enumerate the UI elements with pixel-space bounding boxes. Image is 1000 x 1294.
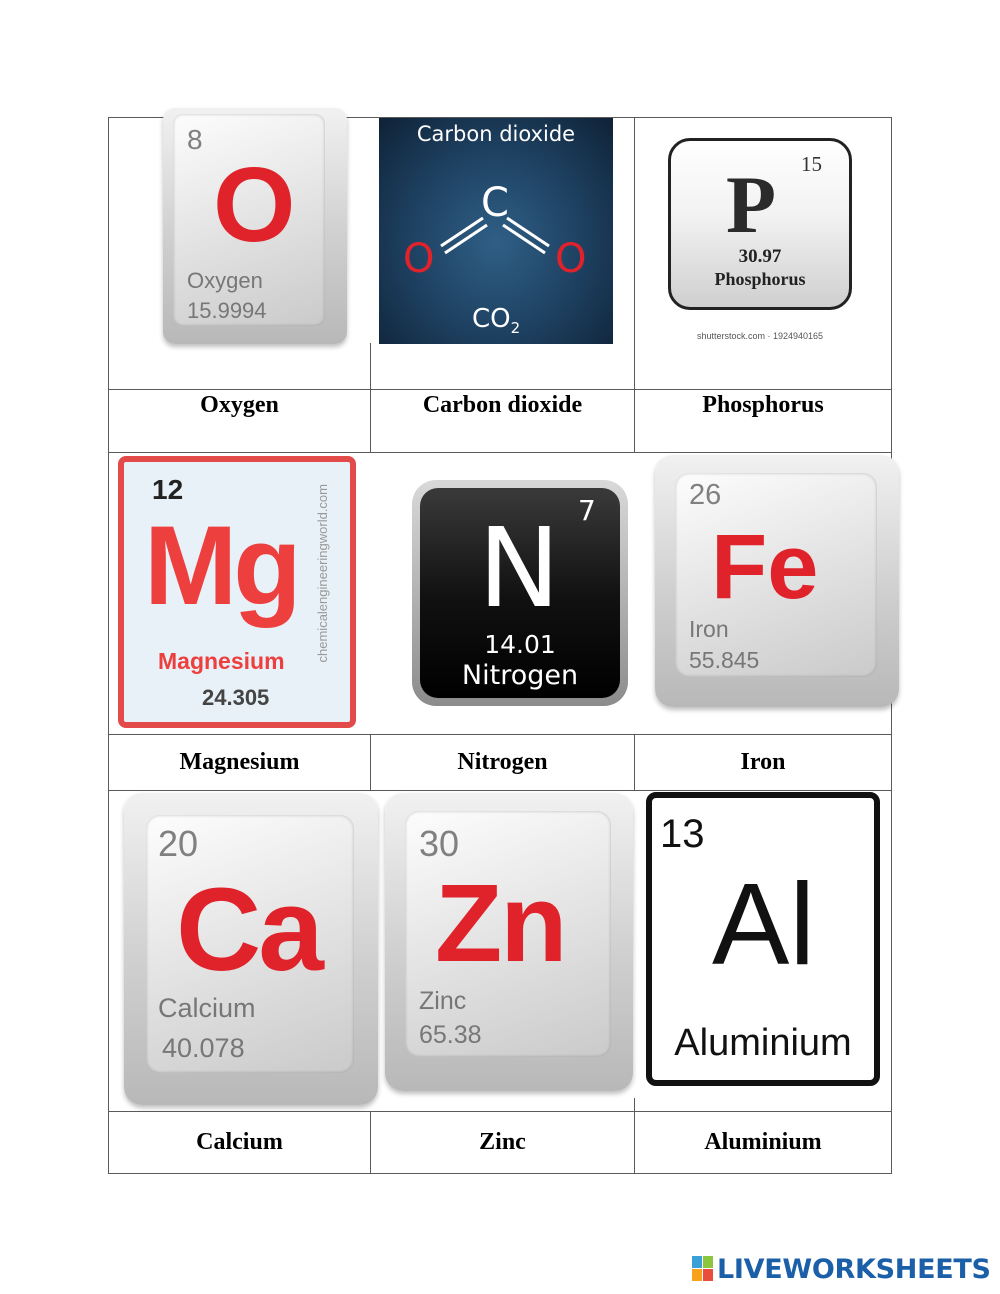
iron-tile (655, 455, 899, 707)
phosphorus-tile (668, 138, 852, 310)
label-aluminium: Aluminium (704, 1129, 822, 1155)
atomic-mass: 24.305 (202, 685, 270, 710)
nitrogen-tile (412, 480, 628, 706)
zinc-tile (385, 793, 633, 1091)
oxygen-atom-right: O (555, 236, 587, 282)
label-magnesium: Magnesium (179, 749, 300, 775)
element-symbol: N (478, 504, 561, 632)
atomic-number: 8 (187, 124, 203, 155)
co2-formula: $CO_2$ (472, 304, 521, 338)
image-credit: shutterstock.com · 1924940165 (696, 331, 824, 341)
atomic-mass: 15.9994 (187, 298, 267, 323)
label-iron: Iron (740, 749, 786, 775)
liveworksheets-icon (692, 1256, 714, 1282)
carbon-dioxide-tile (379, 118, 613, 344)
element-name: Oxygen (187, 268, 263, 293)
magnesium-tile (118, 456, 356, 728)
atomic-number: 7 (578, 494, 596, 527)
element-symbol: Ca (176, 864, 321, 996)
atomic-mass: 14.01 (484, 630, 556, 659)
oxygen-atom-left: O (403, 236, 435, 282)
calcium-tile (124, 793, 378, 1105)
atomic-mass: 30.97 (738, 246, 782, 267)
element-symbol: Fe (711, 516, 819, 618)
element-name: Calcium (158, 993, 256, 1023)
element-name: Nitrogen (461, 660, 579, 691)
atomic-mass: 65.38 (419, 1021, 482, 1049)
atomic-number: 20 (158, 823, 199, 864)
element-symbol: Al (712, 859, 816, 989)
atomic-mass: 55.845 (689, 647, 760, 673)
element-symbol: O (213, 146, 296, 264)
element-symbol: Zn (435, 862, 566, 985)
brand-name: LIVEWORKSHEETS (717, 1253, 991, 1285)
oxygen-tile (163, 118, 347, 344)
element-name: Zinc (419, 987, 467, 1015)
atomic-number: 26 (689, 479, 722, 511)
label-calcium: Calcium (196, 1129, 283, 1155)
co2-title: Carbon dioxide (416, 122, 576, 146)
aluminium-tile (646, 792, 880, 1086)
watermark: chemicalengineeringworld.com (315, 484, 330, 663)
element-name: Iron (689, 616, 729, 642)
carbon-atom: C (481, 180, 509, 226)
label-phosphorus: Phosphorus (702, 392, 824, 418)
element-symbol: Mg (144, 503, 298, 628)
label-zinc: Zinc (479, 1129, 526, 1155)
label-oxygen: Oxygen (200, 392, 279, 418)
atomic-number: 13 (660, 812, 705, 856)
atomic-number: 12 (152, 474, 184, 505)
atomic-number: 30 (419, 823, 460, 864)
element-symbol: P (726, 159, 777, 250)
label-carbon-dioxide: Carbon dioxide (422, 392, 583, 418)
element-name: Phosphorus (714, 269, 806, 289)
element-name: Magnesium (158, 648, 285, 674)
liveworksheets-logo (692, 1252, 991, 1286)
element-name: Aluminium (674, 1022, 852, 1064)
atomic-mass: 40.078 (162, 1033, 245, 1063)
label-nitrogen: Nitrogen (457, 749, 548, 775)
atomic-number: 15 (801, 152, 822, 176)
